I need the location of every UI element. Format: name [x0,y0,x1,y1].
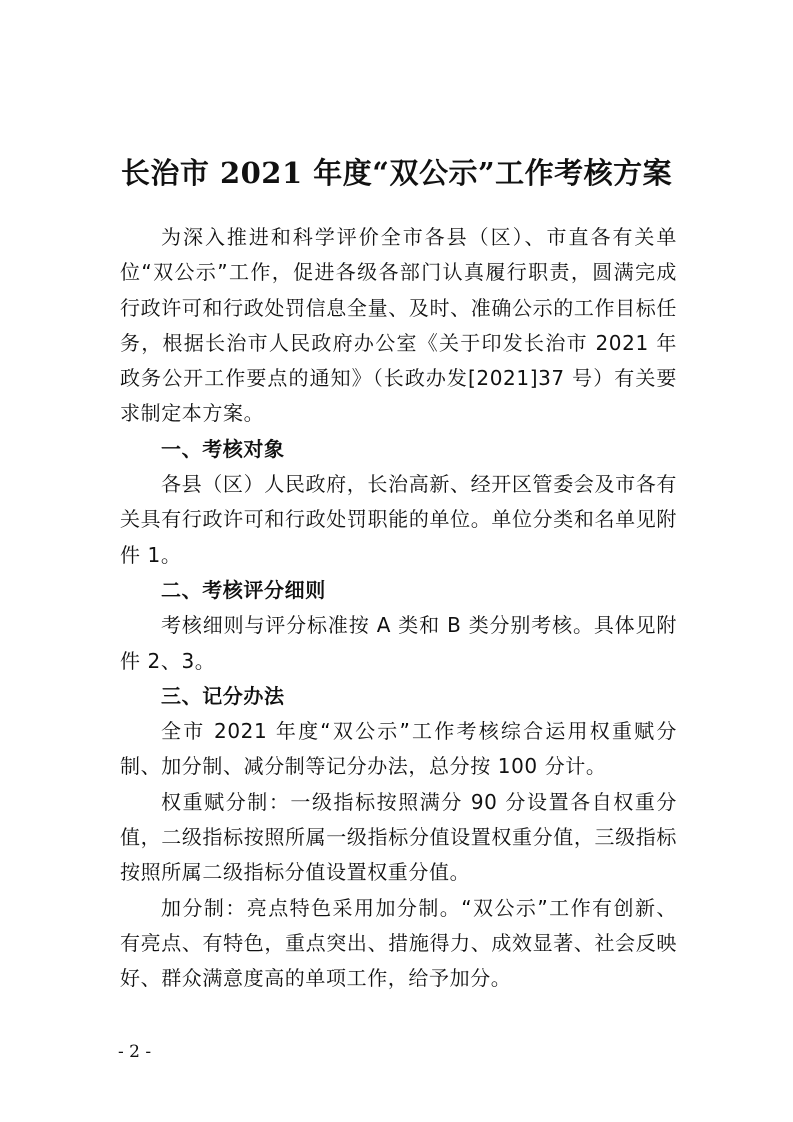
section-scoring-rules [120,573,677,679]
section-paragraph: 各县（区）人民政府，长治高新、经开区管委会及市各有关具有行政许可和行政处罚职能的单位。单位分类和名单见附件 1。 [120,472,677,567]
section-paragraph: 考核细则与评分标准按 A 类和 B 类分别考核。具体见附件 2、3。 [120,613,677,673]
section-scoring-method [120,679,677,997]
section-paragraph: 加分制：亮点特色采用加分制。“双公示”工作有创新、有亮点、有特色，重点突出、措施得力、成效显著、社会反映好、群众满意度高的单项工作，给予加分。 [120,895,677,991]
intro-paragraph: 为深入推进和科学评价全市各县（区）、市直各有关单位“双公示”工作，促进各级各部门认真履行职责，圆满完成行政许可和行政处罚信息全量、及时、准确公示的工作目标任务，根据长治市人民政府办公室《关于印发长治市 2021 年政务公开工作要点的通知》（长政办发[2021]37 号）有关要求制定本方案。 [120,225,677,426]
section-heading: 三、记分办法 [161,683,285,708]
section-heading: 一、考核对象 [161,436,285,461]
section-heading: 二、考核评分细则 [161,577,326,602]
section-paragraph: 权重赋分制：一级指标按照满分 90 分设置各自权重分值，二级指标按照所属一级指标分值设置权重分值，三级指标按照所属二级指标分值设置权重分值。 [120,789,677,885]
page-number: - 2 - [118,1042,152,1062]
section-assessment-targets [120,432,677,573]
document-body [120,220,677,997]
document-title: 长治市 2021 年度“双公示”工作考核方案 [120,156,673,191]
section-paragraph: 全市 2021 年度“双公示”工作考核综合运用权重赋分制、加分制、减分制等记分办法，总分按 100 分计。 [120,719,677,779]
